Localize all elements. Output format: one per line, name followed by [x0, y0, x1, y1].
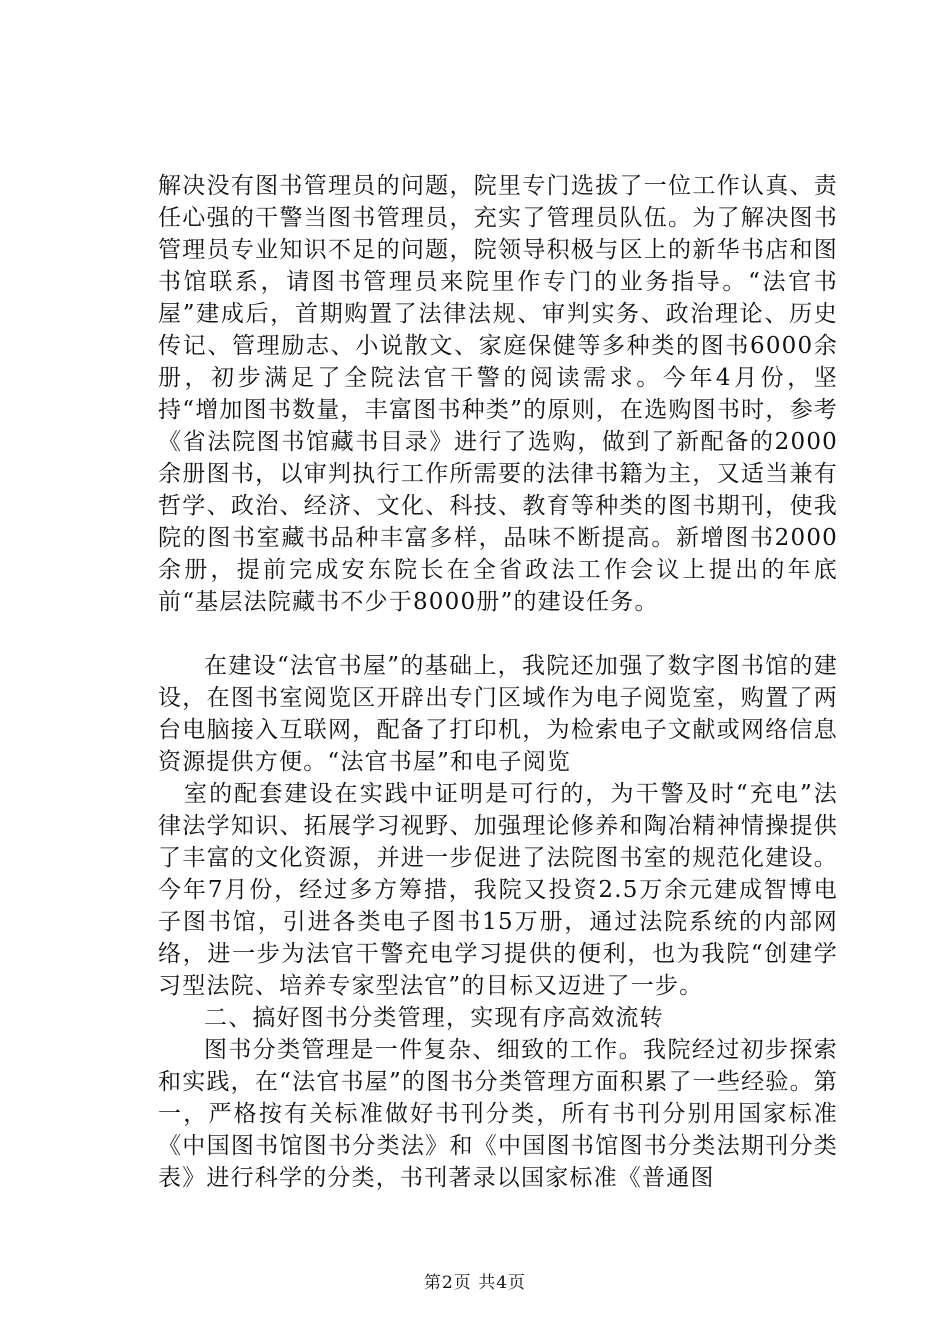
paragraph-4: 图书分类管理是一件复杂、细致的工作。我院经过初步探索和实践，在“法官书屋”的图书分类管理方面积累了一些经验。第一，严格按有关标准做好书刊分类，所有书刊分别用国家标准《中国图书馆图书分类法》和《中国图书馆图书分类法期刊分类表》进行科学的分类，书刊著录以国家标准《普通图 — [158, 1037, 838, 1191]
paragraph-1: 解决没有图书管理员的问题，院里专门选拔了一位工作认真、责任心强的干警当图书管理员，充实了管理员队伍。为了解决图书管理员专业知识不足的问题，院领导积极与区上的新华书店和图书馆联系，请图书管理员来院里作专门的业务指导。“法官书屋”建成后，首期购置了法律法规、审判实务、政治理论、历史传记、管理励志、小说散文、家庭保健等多种类的图书6000余册，初步满足了全院法官干警的阅读需求。今年4月份，坚持“增加图书数量，丰富图书种类”的原则，在选购图书时，参考《省法院图书馆藏书目录》进行了选购，做到了新配备的2000余册图书，以审判执行工作所需要的法律书籍为主，又适当兼有哲学、政治、经济、文化、科技、教育等种类的图书期刊，使我院的图书室藏书品种丰富多样，品味不断提高。新增图书2000余册，提前完成安东院长在全省政法工作会议上提出的年底前“基层法院藏书不少于8000册”的建设任务。 — [158, 173, 838, 615]
paragraph-3: 室的配套建设在实践中证明是可行的，为干警及时“充电”法律法学知识、拓展学习视野、加强理论修养和陶冶精神情操提供了丰富的文化资源，并进一步促进了法院图书室的规范化建设。今年7月份，经过多方筹措，我院又投资2.5万余元建成智博电子图书馆，引进各类电子图书15万册，通过法院系统的内部网络，进一步为法官干警充电学习提供的便利，也为我院“创建学习型法院、培养专家型法官”的目标又迈进了一步。 — [158, 781, 838, 999]
page-footer: 第2页 共4页 — [423, 1273, 527, 1293]
section-heading: 二、搞好图书分类管理，实现有序高效流转 — [204, 1005, 664, 1031]
paragraph-2: 在建设“法官书屋”的基础上，我院还加强了数字图书馆的建设，在图书室阅览区开辟出专门区域作为电子阅览室，购置了两台电脑接入互联网，配备了打印机，为检索电子文献或网络信息资源提供方便。“法官书屋”和电子阅览 — [158, 653, 838, 775]
document-body — [158, 170, 838, 1194]
